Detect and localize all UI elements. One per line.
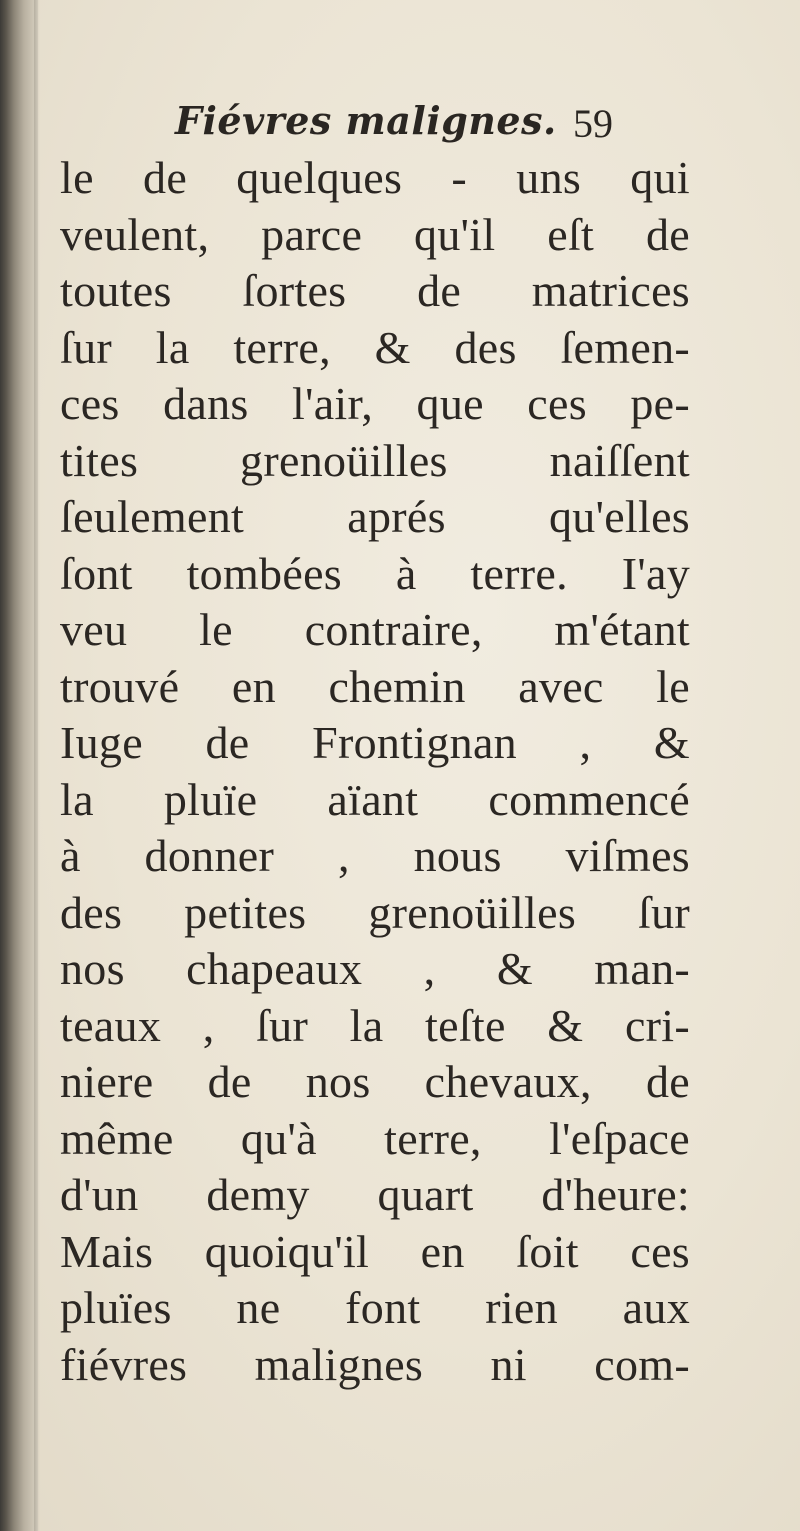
text-line: même qu'à terre, l'eſpace — [60, 1112, 690, 1164]
text-line: ſont tombées à terre. I'ay — [60, 547, 690, 599]
text-line: la pluïe aïant commencé — [60, 773, 690, 825]
book-gutter — [0, 0, 38, 1531]
text-line: Mais quoiqu'il en ſoit ces — [60, 1225, 690, 1277]
text-line: ces dans l'air, que ces pe- — [60, 378, 690, 429]
text-line: tites grenoüilles naiſſent — [60, 434, 690, 486]
text-line: d'un demy quart d'heure: — [60, 1169, 690, 1220]
text-line: ſeulement aprés qu'elles — [60, 491, 690, 542]
text-line: nos chapeaux , & man- — [60, 943, 690, 994]
text-line: veulent, parce qu'il eſt de — [60, 208, 690, 260]
text-line: trouvé en chemin avec le — [60, 660, 690, 712]
text-line: niere de nos chevaux, de — [60, 1056, 690, 1107]
running-head — [0, 98, 800, 158]
running-head-title: Fiévres malignes. — [175, 98, 557, 143]
text-line: Iuge de Frontignan , & — [60, 717, 690, 768]
text-line: des petites grenoüilles ſur — [60, 886, 690, 938]
text-line: ſur la terre, & des ſemen- — [60, 321, 690, 373]
body-text — [60, 150, 690, 1393]
text-line: le de quelques - uns qui — [60, 152, 690, 203]
text-line: fiévres malignes ni com- — [60, 1338, 690, 1390]
text-line: teaux , ſur la teſte & cri- — [60, 999, 690, 1051]
page-number: 59 — [573, 101, 613, 146]
text-line: à donner , nous viſmes — [60, 830, 690, 881]
text-line: toutes ſortes de matrices — [60, 265, 690, 316]
text-line: veu le contraire, m'étant — [60, 604, 690, 655]
text-line: pluïes ne font rien aux — [60, 1282, 690, 1333]
